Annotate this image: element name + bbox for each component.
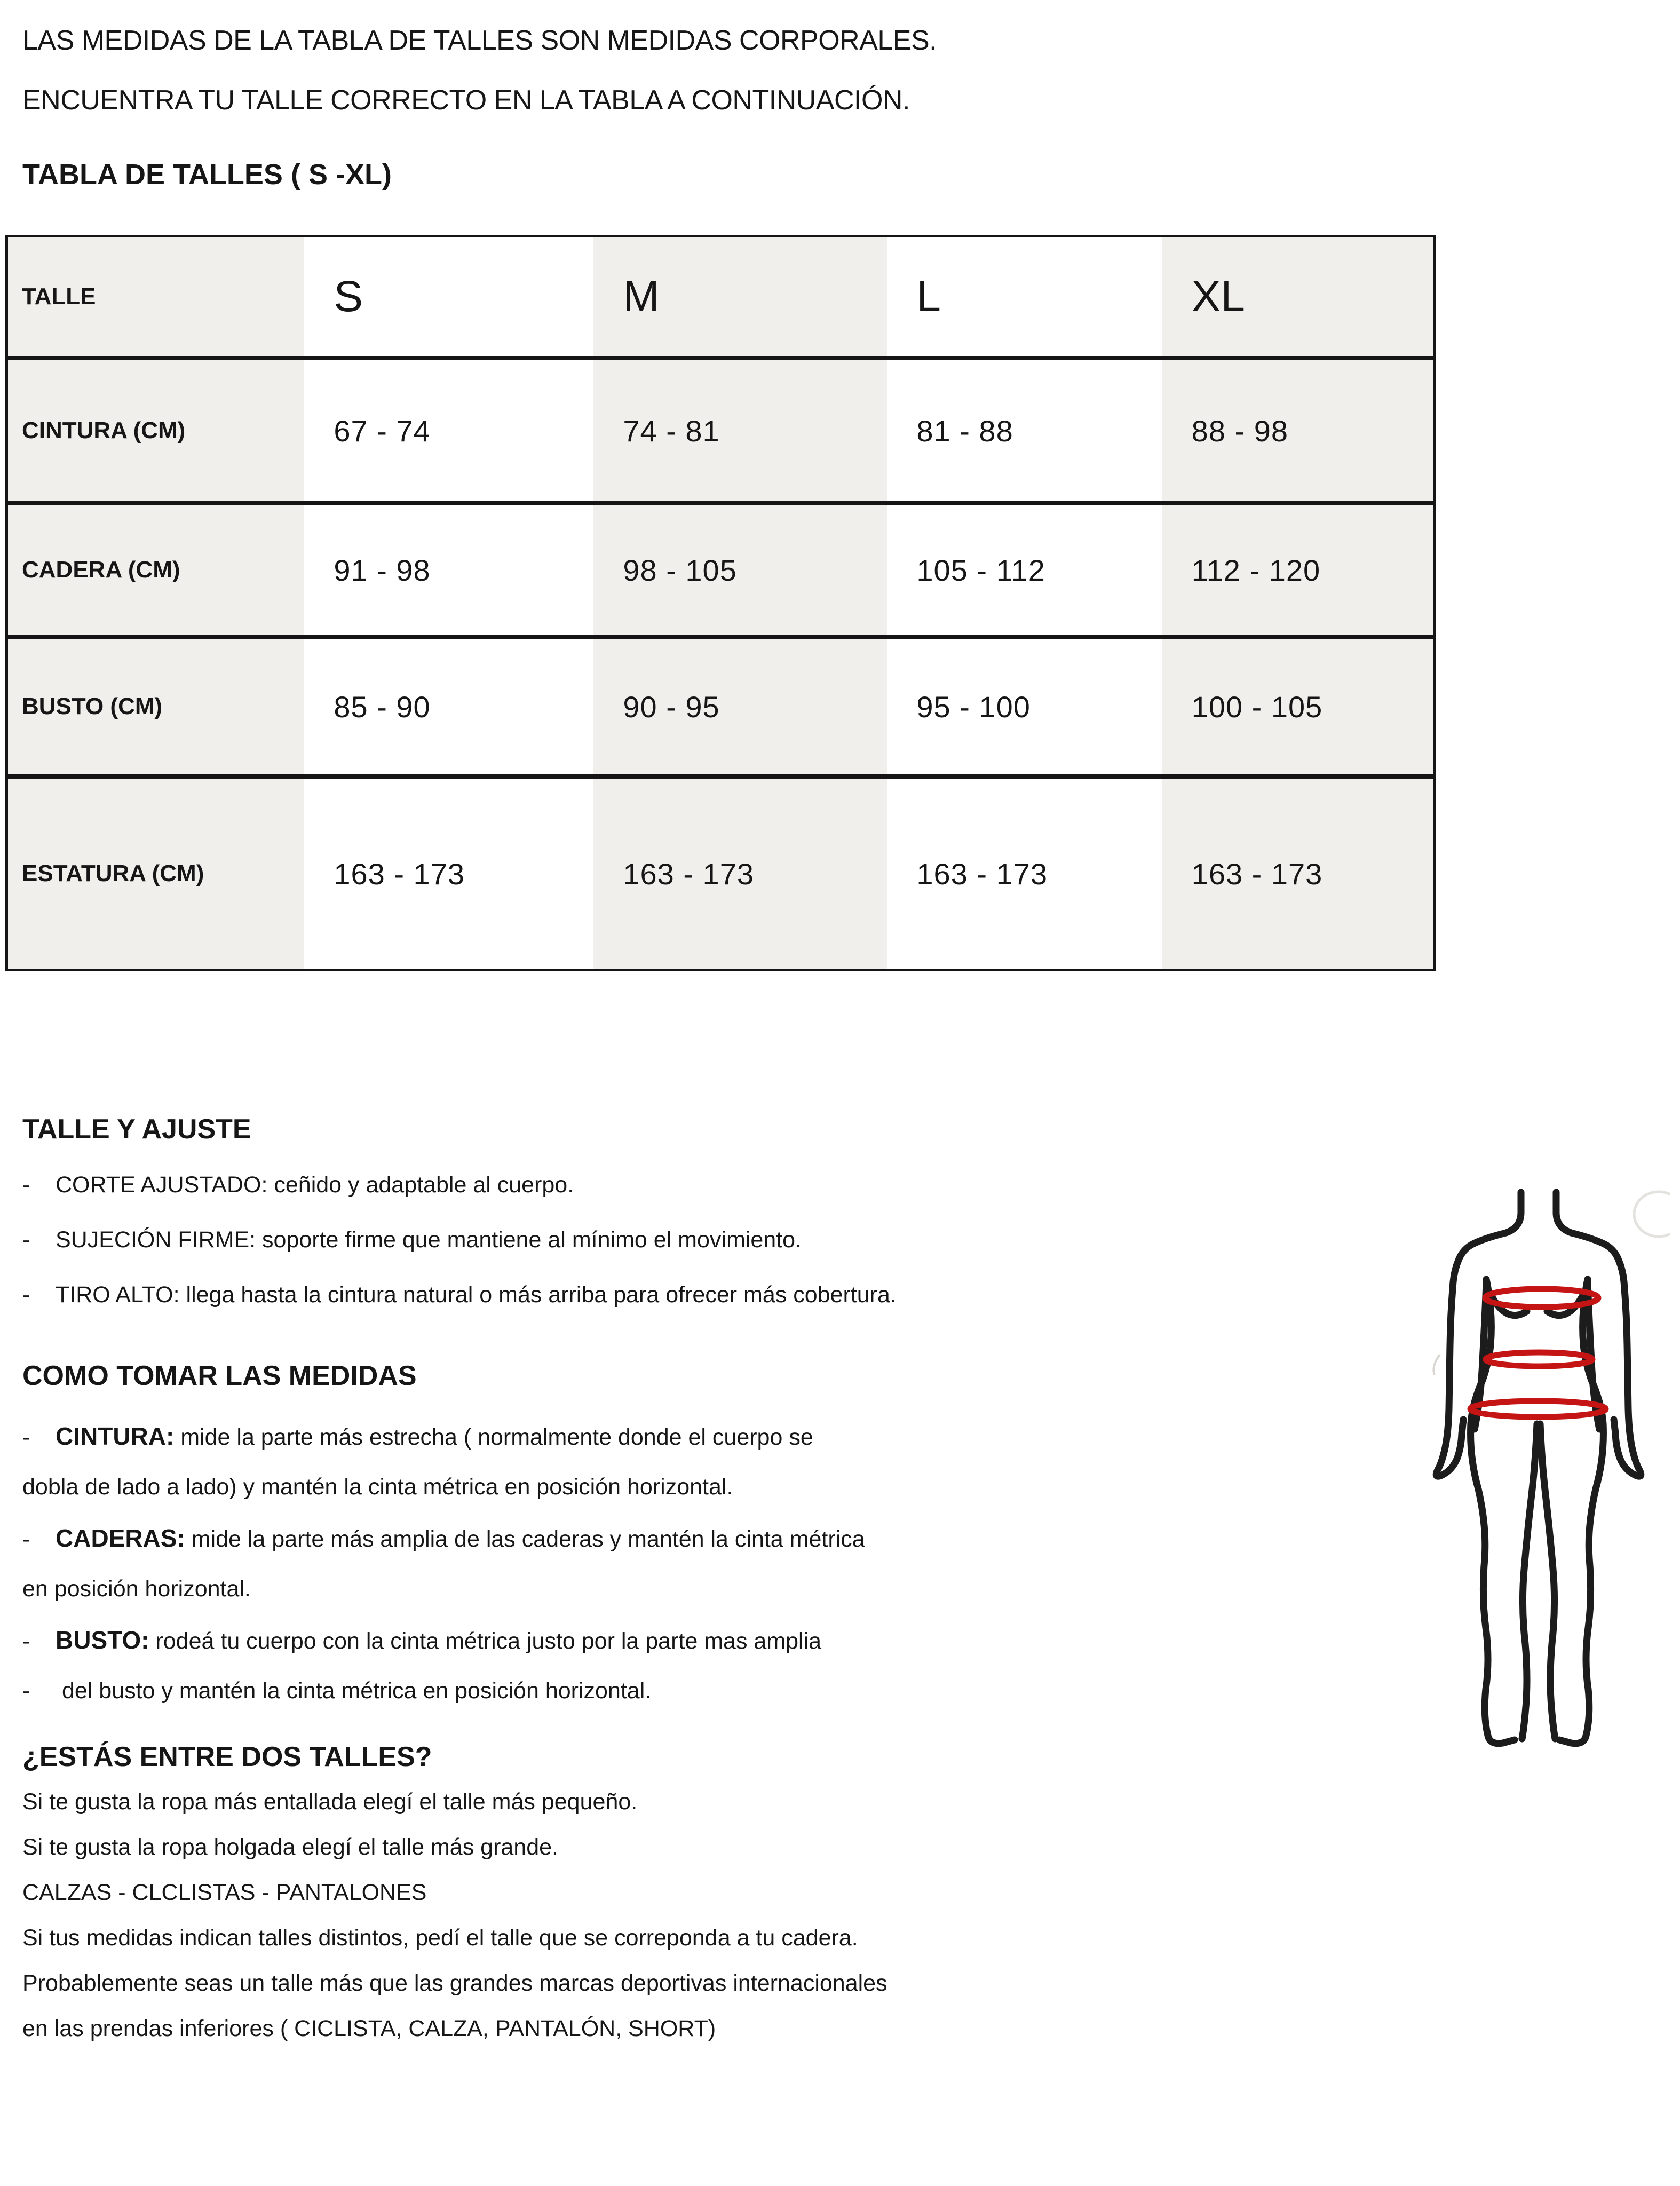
table-header-s: S <box>304 237 593 356</box>
measure-lead: CADERAS: <box>56 1524 185 1552</box>
measure-section-heading: COMO TOMAR LAS MEDIDAS <box>22 1360 417 1391</box>
table-header-xl: XL <box>1162 237 1433 356</box>
between-line: CALZAS - CLCLISTAS - PANTALONES <box>22 1880 427 1905</box>
faint-arc-artifact <box>1433 1355 1440 1375</box>
measure-lead: CINTURA: <box>56 1422 175 1450</box>
cell-cintura-xl: 88 - 98 <box>1162 356 1433 501</box>
table-header-m: M <box>593 237 887 356</box>
measure-text: del busto y mantén la cinta métrica en posición horizontal. <box>56 1678 652 1704</box>
measure-list <box>22 1422 865 1728</box>
measure-line <box>22 1474 865 1500</box>
fit-list <box>22 1172 897 1337</box>
between-line: Si te gusta la ropa más entallada elegí el talle más pequeño. <box>22 1789 638 1815</box>
fit-item <box>22 1172 897 1198</box>
table-header-l: L <box>887 237 1162 356</box>
measure-line <box>22 1422 865 1451</box>
between-sizes-heading: ¿ESTÁS ENTRE DOS TALLES? <box>22 1741 432 1772</box>
faint-circle-artifact <box>1634 1192 1670 1237</box>
fit-item-text: SUJECIÓN FIRME: soporte firme que mantiene al mínimo el movimiento. <box>56 1227 802 1253</box>
measure-text: en posición horizontal. <box>22 1576 251 1602</box>
between-line: en las prendas inferiores ( CICLISTA, CALZA, PANTALÓN, SHORT) <box>22 2016 716 2041</box>
cell-busto-xl: 100 - 105 <box>1162 635 1433 774</box>
bullet-dash: - <box>22 1678 30 1704</box>
measure-line <box>22 1576 865 1602</box>
measure-line <box>22 1524 865 1553</box>
bullet-dash: - <box>22 1172 30 1198</box>
waist-tape-line <box>1486 1352 1592 1366</box>
between-sizes-list <box>22 1789 887 2061</box>
cell-cintura-s: 67 - 74 <box>304 356 593 501</box>
cell-busto-l: 95 - 100 <box>887 635 1162 774</box>
cell-cadera-m: 98 - 105 <box>593 501 887 635</box>
cell-cadera-xl: 112 - 120 <box>1162 501 1433 635</box>
fit-item <box>22 1227 897 1253</box>
hip-tape-line <box>1470 1401 1606 1417</box>
fit-item-text: TIRO ALTO: llega hasta la cintura natural o más arriba para ofrecer más cobertura. <box>56 1282 897 1308</box>
measure-line <box>22 1678 865 1704</box>
row-label-cintura: CINTURA (CM) <box>8 356 304 501</box>
body-measurement-figure <box>1404 1185 1670 1756</box>
between-line: Probablemente seas un talle más que las grandes marcas deportivas internacionales <box>22 1970 887 1996</box>
measure-text: mide la parte más amplia de las caderas y mantén la cinta métrica <box>185 1526 865 1552</box>
row-label-estatura: ESTATURA (CM) <box>8 774 304 969</box>
cell-busto-s: 85 - 90 <box>304 635 593 774</box>
measure-text: dobla de lado a lado) y mantén la cinta métrica en posición horizontal. <box>22 1474 733 1500</box>
between-line: Si te gusta la ropa holgada elegí el talle más grande. <box>22 1834 558 1860</box>
size-table <box>5 235 1436 971</box>
fit-item <box>22 1282 897 1308</box>
table-header-talle: TALLE <box>8 237 304 356</box>
fit-section-heading: TALLE Y AJUSTE <box>22 1114 251 1145</box>
measure-lead: BUSTO: <box>56 1626 149 1654</box>
measure-line <box>22 1626 865 1654</box>
between-line: Si tus medidas indican talles distintos, pedí el talle que se correponda a tu cadera. <box>22 1925 858 1951</box>
cell-cintura-m: 74 - 81 <box>593 356 887 501</box>
cell-cadera-l: 105 - 112 <box>887 501 1162 635</box>
row-label-busto: BUSTO (CM) <box>8 635 304 774</box>
cell-estatura-l: 163 - 173 <box>887 774 1162 969</box>
intro-line-1: LAS MEDIDAS DE LA TABLA DE TALLES SON MEDIDAS CORPORALES. <box>22 25 937 56</box>
cell-busto-m: 90 - 95 <box>593 635 887 774</box>
cell-estatura-m: 163 - 173 <box>593 774 887 969</box>
intro-line-2: ENCUENTRA TU TALLE CORRECTO EN LA TABLA A CONTINUACIÓN. <box>22 85 910 116</box>
measure-text: mide la parte más estrecha ( normalmente donde el cuerpo se <box>174 1424 813 1450</box>
size-table-title: TABLA DE TALLES ( S -XL) <box>22 159 392 191</box>
measure-text: rodeá tu cuerpo con la cinta métrica justo por la parte mas amplia <box>149 1628 822 1654</box>
bullet-dash: - <box>22 1282 30 1308</box>
intro-paragraph <box>22 25 937 144</box>
bullet-dash: - <box>22 1424 30 1450</box>
fit-item-text: CORTE AJUSTADO: ceñido y adaptable al cuerpo. <box>56 1172 574 1198</box>
bullet-dash: - <box>22 1526 30 1552</box>
bullet-dash: - <box>22 1227 30 1253</box>
row-label-cadera: CADERA (CM) <box>8 501 304 635</box>
cell-estatura-xl: 163 - 173 <box>1162 774 1433 969</box>
bullet-dash: - <box>22 1628 30 1654</box>
cell-cadera-s: 91 - 98 <box>304 501 593 635</box>
cell-cintura-l: 81 - 88 <box>887 356 1162 501</box>
body-outline <box>1436 1192 1641 1744</box>
cell-estatura-s: 163 - 173 <box>304 774 593 969</box>
